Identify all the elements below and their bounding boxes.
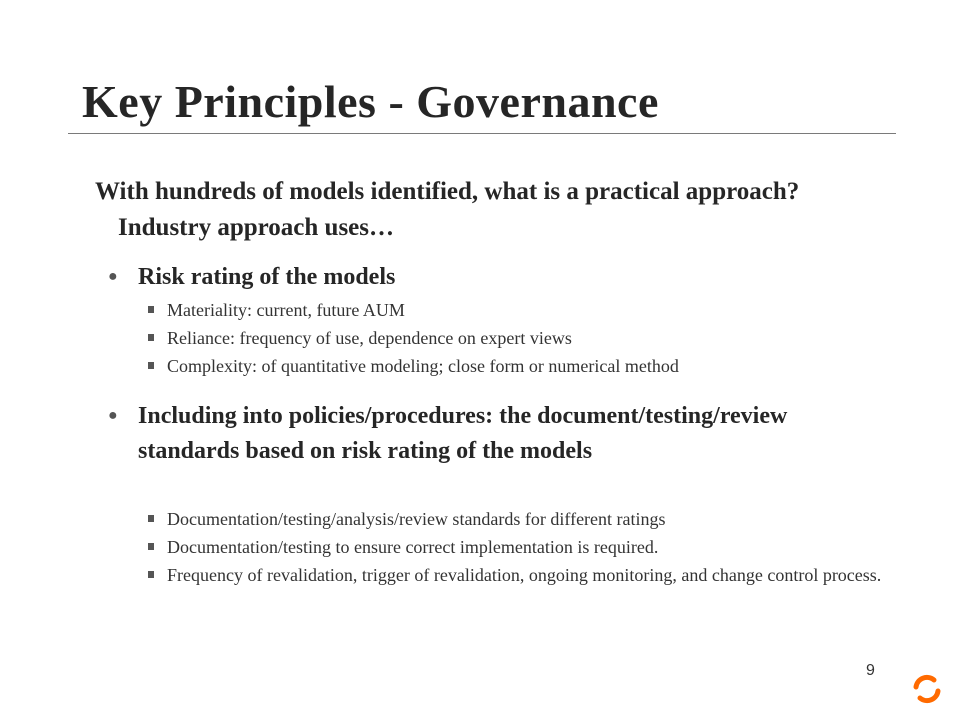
bullet-text: Including into policies/procedures: the document/testing/review standards based on risk rating of the models bbox=[138, 403, 788, 464]
sub-item-documentation-standards bbox=[147, 505, 887, 533]
policies-sub-list bbox=[147, 505, 887, 589]
bullet-policies-procedures bbox=[108, 398, 878, 469]
page-number: 9 bbox=[866, 662, 875, 679]
bullet-risk-rating bbox=[108, 259, 868, 295]
square-bullet-icon bbox=[148, 543, 154, 550]
square-bullet-icon bbox=[148, 571, 154, 578]
sub-item-implementation-testing bbox=[147, 533, 887, 561]
sub-item-text: Documentation/testing to ensure correct implementation is required. bbox=[167, 537, 659, 557]
sub-item-text: Complexity: of quantitative modeling; close form or numerical method bbox=[167, 356, 679, 376]
risk-rating-sub-list bbox=[147, 296, 887, 380]
logo-arc-bottom-icon bbox=[920, 691, 938, 701]
slide-title: Key Principles - Governance bbox=[82, 76, 659, 127]
sub-item-text: Materiality: current, future AUM bbox=[167, 300, 405, 320]
sub-item-text: Frequency of revalidation, trigger of revalidation, ongoing monitoring, and change control process. bbox=[167, 565, 882, 585]
logo-arc-top-icon bbox=[916, 677, 934, 687]
sub-item-text: Reliance: frequency of use, dependence on expert views bbox=[167, 328, 572, 348]
bullet-dot-icon: ● bbox=[108, 268, 118, 285]
bullet-text: Risk rating of the models bbox=[138, 264, 396, 290]
sub-item-revalidation bbox=[147, 561, 887, 589]
title-divider bbox=[68, 133, 896, 134]
square-bullet-icon bbox=[148, 515, 154, 522]
sub-item-materiality bbox=[147, 296, 887, 324]
sub-item-text: Documentation/testing/analysis/review standards for different ratings bbox=[167, 509, 666, 529]
intro-paragraph: With hundreds of models identified, what is a practical approach? Industry approach uses… bbox=[95, 178, 800, 241]
sub-item-reliance bbox=[147, 324, 887, 352]
bullet-dot-icon: ● bbox=[108, 407, 118, 424]
sub-item-complexity bbox=[147, 352, 887, 380]
corner-logo-icon bbox=[910, 672, 944, 706]
square-bullet-icon bbox=[148, 362, 154, 369]
square-bullet-icon bbox=[148, 306, 154, 313]
square-bullet-icon bbox=[148, 334, 154, 341]
